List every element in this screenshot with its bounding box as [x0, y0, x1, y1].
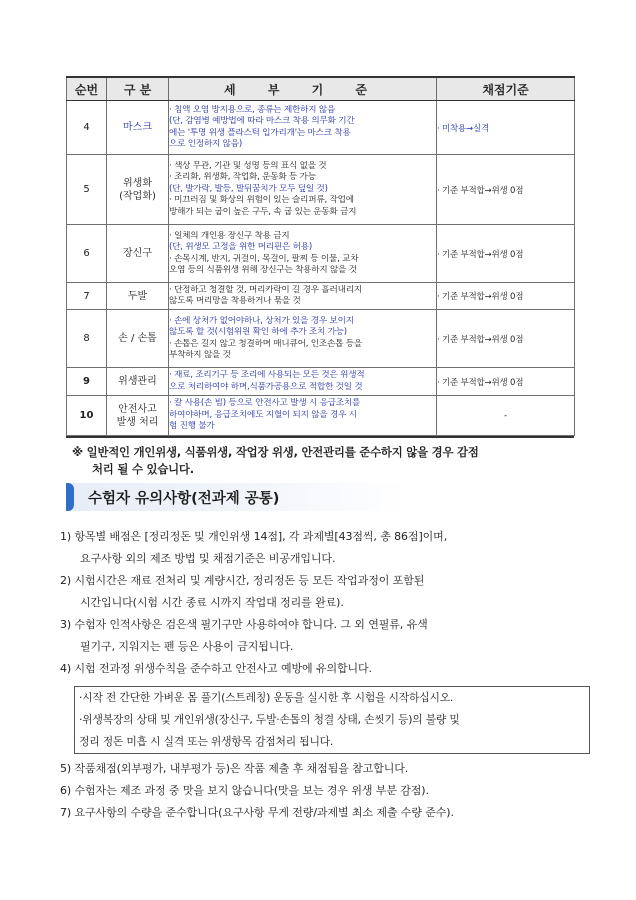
section-header [66, 483, 406, 511]
row-detail: · 일체의 개인용 장신구 착용 금지 (단, 위생모 고정을 위한 머리핀은 허용) · 손목시계, 반지, 귀걸이, 목걸이, 팔찌 등 이물, 교차 오염 등의 식품위생 위해 장신구는 착용하지 않을 것 [169, 225, 437, 283]
row-scoring: · 미착용→실격 [437, 101, 575, 155]
table-row [67, 155, 575, 225]
section-accent-bar [66, 483, 74, 511]
row-category: 안전사고 발생 처리 [107, 396, 169, 436]
row-no: 10 [67, 396, 107, 436]
table-row [67, 396, 575, 436]
note-item: 3) 수험자 인적사항은 검은색 필기구만 사용하여야 합니다. 그 외 연필류, 유색 필기구, 지워지는 펜 등은 사용이 금지됩니다. [60, 618, 428, 653]
hygiene-criteria-table [66, 76, 575, 436]
note-item: 6) 수험자는 제조 과정 중 맛을 보지 않습니다(맛을 보는 경우 위생 부분 감점). [60, 784, 429, 797]
row-no: 9 [67, 368, 107, 396]
row-no: 8 [67, 310, 107, 368]
table-row [67, 101, 575, 155]
header-category: 구 분 [107, 77, 169, 101]
table-row [67, 283, 575, 310]
row-no: 6 [67, 225, 107, 283]
hygiene-criteria-section [66, 76, 574, 478]
row-no: 4 [67, 101, 107, 155]
table-row [67, 225, 575, 283]
row-scoring: · 기준 부적합→위생 0점 [437, 310, 575, 368]
row-detail: · 색상 무관, 기관 및 성명 등의 표식 없을 것 · 조리화, 위생화, 작업화, 운동화 등 가능 (단, 발가락, 발등, 발뒤꿈치가 모두 덮일 것) · 미끄러짐 및 화상의 위험이 있는 슬리퍼류, 작업에 방해가 되는 굽이 높은 구두, 속 굽 있는 운동화 금지 [169, 155, 437, 225]
note-item: 1) 항목별 배점은 [정리정돈 및 개인위생 14점], 각 과제별[43점씩, 총 86점]이며, 요구사항 외의 제조 방법 및 채점기준은 비공개입니다. [60, 530, 448, 565]
row-category: 위생화 (작업화) [107, 155, 169, 225]
row-detail: · 단정하고 청결할 것, 머리카락이 길 경우 흘러내리지 않도록 머리망을 착용하거나 묶을 것 [169, 283, 437, 310]
table-row [67, 368, 575, 396]
row-category: 두발 [107, 283, 169, 310]
section-title: 수험자 유의사항(전과제 공통) [88, 491, 280, 507]
row-detail: · 손에 상처가 없어야하나, 상처가 있을 경우 보이지 않도록 할 것(시험위원 확인 하에 추가 조치 가능) · 손톱은 길지 않고 청결하며 매니큐어, 인조손톱 등을 부착하지 않을 것 [169, 310, 437, 368]
header-no: 순번 [67, 77, 107, 101]
row-detail: · 재료, 조리기구 등 조리에 사용되는 모든 것은 위생적 으로 처리하여야 하며,식품가공용으로 적합한 것일 것 [169, 368, 437, 396]
note-item: 7) 요구사항의 수량을 준수합니다(요구사항 무게 전량/과제별 최소 제출 수량 준수). [60, 806, 454, 819]
table-footnote: ※ 일반적인 개인위생, 식품위생, 작업장 위생, 안전관리를 준수하지 않을 경우 감점 처리 될 수 있습니다. [66, 436, 574, 478]
header-scoring: 채점기준 [437, 77, 575, 101]
row-category: 손 / 손톱 [107, 310, 169, 368]
row-scoring: · 기준 부적합→위생 0점 [437, 155, 575, 225]
row-no: 7 [67, 283, 107, 310]
row-category: 위생관리 [107, 368, 169, 396]
table-header-row [67, 77, 575, 101]
notice-box: ·시작 전 간단한 가벼운 몸 풀기(스트레칭) 운동을 실시한 후 시험을 시작하십시오. ·위생복장의 상태 및 개인위생(장신구, 두발·손톱의 청결 상태, 손씻기 등)의 불량 및 정리 정돈 미흡 시 실격 또는 위생항목 감점처리 됩니다. [74, 686, 590, 754]
row-detail: · 침액 오염 방지용으로, 종류는 제한하지 않음 (단, 감염병 예방법에 따라 마스크 착용 의무화 기간 에는 '투명 위생 플라스틱 입가리개'는 마스크 착용 으로 인정하지 않음) [169, 101, 437, 155]
row-category: 마스크 [107, 101, 169, 155]
row-no: 5 [67, 155, 107, 225]
header-detail: 세 부 기 준 [169, 77, 437, 101]
note-item: 5) 작품채점(외부평가, 내부평가 등)은 작품 제출 후 채점됨을 참고합니다. [60, 762, 409, 775]
note-item: 2) 시험시간은 재료 전처리 및 계량시간, 정리정돈 등 모든 작업과정이 포함된 시간입니다(시험 시간 종료 시까지 작업대 정리를 완료). [60, 574, 425, 609]
row-category: 장신구 [107, 225, 169, 283]
note-item: 4) 시험 전과정 위생수칙을 준수하고 안전사고 예방에 유의합니다. [60, 662, 372, 675]
candidate-notes [60, 526, 580, 824]
row-scoring: · 기준 부적합→위생 0점 [437, 283, 575, 310]
row-detail: · 칼 사용(손 빔) 등으로 안전사고 발생 시 응급조치를 하여야하며, 응급조치에도 지혈이 되지 않을 경우 시 험 진행 불가 [169, 396, 437, 436]
row-scoring: · 기준 부적합→위생 0점 [437, 225, 575, 283]
row-scoring: · 기준 부적합→위생 0점 [437, 368, 575, 396]
row-scoring: - [437, 396, 575, 436]
table-row [67, 310, 575, 368]
